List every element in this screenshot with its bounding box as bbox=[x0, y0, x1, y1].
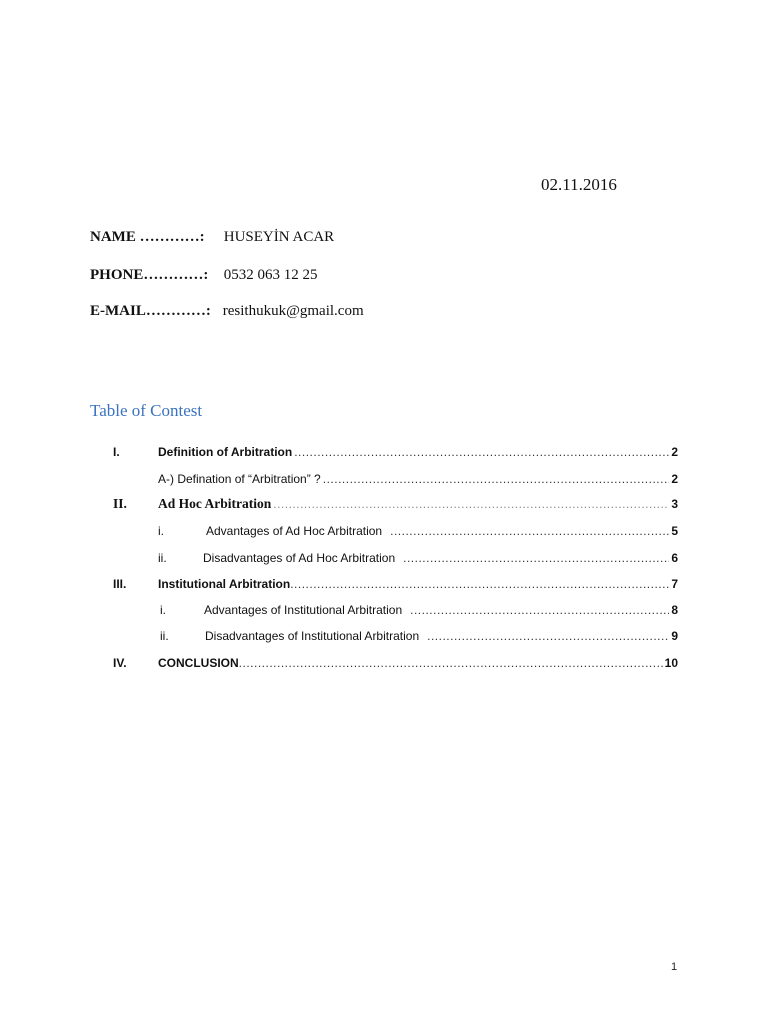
toc-entry-page: 9 bbox=[671, 629, 678, 643]
toc-entry-number: ii. bbox=[160, 629, 169, 643]
toc-entry-body bbox=[204, 601, 678, 619]
toc-entry[interactable] bbox=[0, 654, 768, 672]
name-value: HUSEYİN ACAR bbox=[223, 229, 335, 245]
toc-entry-body bbox=[158, 443, 678, 461]
toc-leader bbox=[294, 443, 669, 461]
page-number: 1 bbox=[671, 961, 678, 973]
toc-entry-number: III. bbox=[113, 577, 127, 591]
toc-entry-text: Definition of Arbitration bbox=[158, 445, 293, 459]
name-row bbox=[90, 229, 334, 246]
phone-row bbox=[90, 267, 318, 284]
toc-title: Table of Contest bbox=[90, 401, 203, 420]
toc-entry-body bbox=[206, 522, 678, 540]
toc-entry-text: Disadvantages of Institutional Arbitration bbox=[205, 629, 420, 643]
toc-entry-body bbox=[158, 654, 678, 672]
toc-entry[interactable] bbox=[0, 495, 768, 513]
toc-entry-text: Disadvantages of Ad Hoc Arbitration bbox=[203, 551, 396, 565]
toc-entry-number: ii. bbox=[158, 551, 167, 565]
toc-leader bbox=[390, 522, 669, 540]
toc-entry-body bbox=[158, 575, 678, 593]
toc-entry[interactable] bbox=[0, 470, 768, 488]
toc-entry-page: 2 bbox=[671, 445, 678, 459]
toc-entry-text: A-) Defination of “Arbitration” ? bbox=[158, 472, 321, 486]
toc-entry-text: Institutional Arbitration bbox=[158, 577, 291, 591]
toc-entry-number: IV. bbox=[113, 656, 127, 670]
toc-entry[interactable] bbox=[0, 627, 768, 645]
email-value: resithukuk@gmail.com bbox=[222, 303, 364, 319]
toc-leader bbox=[403, 549, 669, 567]
document-date: 02.11.2016 bbox=[541, 175, 617, 194]
toc-entry-text: Advantages of Institutional Arbitration bbox=[204, 603, 403, 617]
toc-entry-number: i. bbox=[160, 603, 166, 617]
toc-entry-body bbox=[205, 627, 678, 645]
toc-entry-page: 6 bbox=[671, 551, 678, 565]
phone-label: PHONE…………: bbox=[90, 267, 209, 283]
toc-entry-page: 2 bbox=[671, 472, 678, 486]
toc-leader bbox=[410, 601, 669, 619]
toc-entry-text: CONCLUSION bbox=[158, 656, 239, 670]
toc-entry-page: 8 bbox=[671, 603, 678, 617]
toc-entry-body bbox=[203, 549, 678, 567]
toc-entry[interactable] bbox=[0, 601, 768, 619]
name-label: NAME …………: bbox=[90, 229, 205, 245]
toc-entry-number: i. bbox=[158, 524, 164, 538]
email-row bbox=[90, 303, 364, 320]
toc-entry-page: 3 bbox=[671, 497, 678, 511]
toc-entry-text: Ad Hoc Arbitration bbox=[158, 496, 272, 511]
toc-entry[interactable] bbox=[0, 549, 768, 567]
toc-entry-page: 10 bbox=[664, 656, 678, 670]
toc-leader bbox=[273, 495, 669, 513]
toc-leader bbox=[427, 627, 669, 645]
toc-entry-number: I. bbox=[113, 445, 120, 459]
phone-value: 0532 063 12 25 bbox=[223, 267, 318, 283]
toc-entry[interactable] bbox=[0, 522, 768, 540]
toc-entry-number: II. bbox=[113, 496, 127, 511]
toc-entry-text: Advantages of Ad Hoc Arbitration bbox=[206, 524, 383, 538]
toc-leader bbox=[290, 575, 669, 593]
toc-entry-page: 7 bbox=[671, 577, 678, 591]
toc-entry-body bbox=[158, 495, 678, 513]
email-label: E-MAIL…………: bbox=[90, 303, 211, 319]
toc-entry[interactable] bbox=[0, 575, 768, 593]
toc-leader bbox=[323, 470, 670, 488]
toc-entry-body bbox=[158, 470, 678, 488]
toc-leader bbox=[239, 654, 663, 672]
toc-entry[interactable] bbox=[0, 443, 768, 461]
toc-entry-page: 5 bbox=[671, 524, 678, 538]
